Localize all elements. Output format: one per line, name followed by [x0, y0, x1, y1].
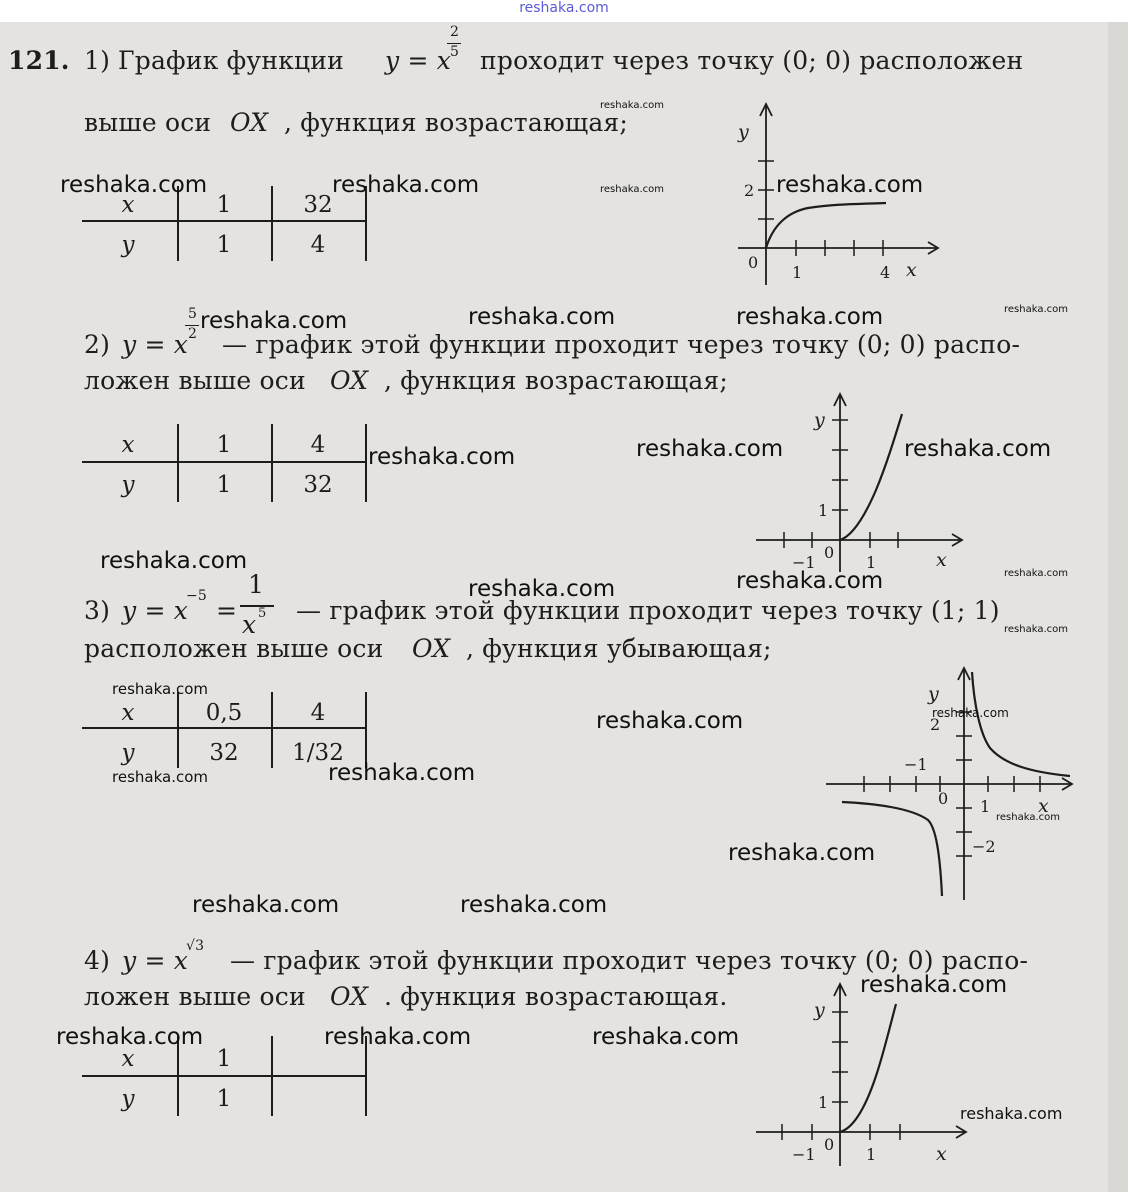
- p2-axis: OX: [330, 366, 369, 395]
- p2-line1-rest: — график этой функции проходит через точку (0; 0) распо-: [222, 330, 1021, 359]
- p2-table-y-1: 1: [216, 472, 232, 498]
- p2-graph-tick-neg1: −1: [792, 553, 816, 572]
- p3-frac-bar: [240, 605, 274, 607]
- p4-table-x-label: x: [121, 1046, 135, 1072]
- p1-line2-rest: , функция возрастающая;: [284, 108, 629, 137]
- watermark: reshaka.com: [1004, 624, 1068, 635]
- p3-graph-tick-neg2: −2: [972, 837, 996, 856]
- p1-table-y-label: y: [121, 232, 135, 258]
- watermark: reshaka.com: [112, 680, 208, 698]
- watermark: reshaka.com: [112, 768, 208, 786]
- p2-graph-origin: 0: [824, 543, 835, 562]
- p4-graph: [752, 980, 972, 1170]
- watermark: reshaka.com: [468, 304, 616, 330]
- p4-graph-y-axis-label: y: [814, 999, 825, 1021]
- p1-formula: y = x: [385, 46, 452, 75]
- watermark: reshaka.com: [60, 172, 208, 198]
- watermark: reshaka.com: [100, 548, 248, 574]
- p3-graph-tick-2: 2: [930, 715, 941, 734]
- p3-graph-x-axis-label: x: [1038, 795, 1049, 817]
- p1-graph-y-axis-label: y: [738, 121, 749, 143]
- p1-graph-tick-1: 1: [792, 263, 803, 282]
- p3-label: 3): [84, 596, 111, 625]
- p2-label: 2): [84, 330, 111, 359]
- p1-graph-x-axis-label: x: [906, 259, 917, 281]
- p1-exp-den: 5: [450, 44, 460, 60]
- p3-table-x-2: 4: [310, 700, 326, 726]
- p3-graph-tick-1: 1: [980, 797, 991, 816]
- p3-eq: =: [216, 596, 238, 625]
- watermark: reshaka.com: [860, 972, 1008, 998]
- p2-exp-num: 5: [188, 306, 198, 322]
- p2-exp-den: 2: [188, 326, 198, 342]
- p4-formula: y = x: [122, 946, 189, 975]
- watermark: reshaka.com: [460, 892, 608, 918]
- p4-line2-rest: . функция возрастающая.: [384, 982, 728, 1011]
- watermark: reshaka.com: [468, 576, 616, 602]
- p1-table-y-1: 1: [216, 232, 232, 258]
- p4-table-y-label: y: [121, 1086, 135, 1112]
- watermark: reshaka.com: [904, 436, 1052, 462]
- p3-line2-rest: , функция убывающая;: [466, 634, 772, 663]
- p1-graph-tick-4: 4: [880, 263, 891, 282]
- p2-graph-y-axis-label: y: [814, 409, 825, 431]
- p3-table-y-1: 32: [209, 740, 239, 766]
- p4-graph-origin: 0: [824, 1135, 835, 1154]
- watermark: reshaka.com: [776, 172, 924, 198]
- p3-table-x-label: x: [121, 700, 135, 726]
- watermark: reshaka.com: [600, 100, 664, 111]
- p3-table-x-1: 0,5: [205, 700, 243, 726]
- watermark: reshaka.com: [1004, 568, 1068, 579]
- watermark: reshaka.com: [332, 172, 480, 198]
- p1-graph-tick-2: 2: [744, 181, 755, 200]
- p2-graph-tick-y1: 1: [818, 501, 829, 520]
- watermark: reshaka.com: [996, 812, 1060, 823]
- p1-line1-rest: проходит через точку (0; 0) расположен: [480, 46, 1024, 75]
- header-watermark[interactable]: reshaka.com: [0, 0, 1128, 22]
- watermark: reshaka.com: [328, 760, 476, 786]
- watermark: reshaka.com: [932, 706, 1009, 720]
- p3-table-y-2: 1/32: [292, 740, 344, 766]
- p3-frac-num: 1: [248, 570, 265, 599]
- p1-table-x-label: x: [121, 192, 135, 218]
- p4-graph-tick-neg1: −1: [792, 1145, 816, 1164]
- p4-label: 4): [84, 946, 111, 975]
- p3-frac-den: x: [242, 610, 257, 639]
- p3-formula: y = x: [122, 596, 189, 625]
- p4-line1-rest: — график этой функции проходит через точку (0; 0) распо-: [230, 946, 1029, 975]
- p2-graph-tick-x1: 1: [866, 553, 877, 572]
- p1-graph-origin: 0: [748, 253, 759, 272]
- p1-line1: График функции: [118, 46, 345, 75]
- p4-table-y-1: 1: [216, 1086, 232, 1112]
- p1-label: 1): [84, 46, 111, 75]
- p2-line2-rest: , функция возрастающая;: [384, 366, 729, 395]
- p3-graph: [824, 664, 1084, 904]
- p3-graph-origin: 0: [938, 789, 949, 808]
- problem-number: 121.: [8, 46, 70, 75]
- watermark: reshaka.com: [56, 1024, 204, 1050]
- watermark: reshaka.com: [1004, 304, 1068, 315]
- watermark: reshaka.com: [200, 308, 348, 334]
- p2-table-x-2: 4: [310, 432, 326, 458]
- watermark: reshaka.com: [368, 444, 516, 470]
- p2-formula: y = x: [122, 330, 189, 359]
- p2-table-x-1: 1: [216, 432, 232, 458]
- p3-graph-y-axis-label: y: [928, 683, 939, 705]
- p3-graph-tick-neg1: −1: [904, 755, 928, 774]
- p2-line2: ложен выше оси: [84, 366, 306, 395]
- p1-exp-num: 2: [450, 24, 460, 40]
- p3-axis: OX: [412, 634, 451, 663]
- watermark: reshaka.com: [728, 840, 876, 866]
- p4-line2: ложен выше оси: [84, 982, 306, 1011]
- p3-frac-den-exp: 5: [258, 606, 267, 621]
- p3-table-y-label: y: [121, 740, 135, 766]
- p1-table-x-1: 1: [216, 192, 232, 218]
- p3-line2: расположен выше оси: [84, 634, 384, 663]
- p1-table-x-2: 32: [303, 192, 333, 218]
- p1-axis: OX: [230, 108, 269, 137]
- watermark: reshaka.com: [592, 1024, 740, 1050]
- p2-table-y-label: y: [121, 472, 135, 498]
- p3-exponent: −5: [186, 588, 208, 604]
- p1-line2: выше оси: [84, 108, 212, 137]
- p2-table-y-2: 32: [303, 472, 333, 498]
- watermark: reshaka.com: [960, 1104, 1063, 1123]
- p4-exponent: √3: [186, 938, 205, 954]
- p3-line1-rest: — график этой функции проходит через точку (1; 1): [296, 596, 1000, 625]
- watermark: reshaka.com: [636, 436, 784, 462]
- p4-table-x-1: 1: [216, 1046, 232, 1072]
- p1-table-y-2: 4: [310, 232, 326, 258]
- watermark: reshaka.com: [736, 568, 884, 594]
- p4-axis: OX: [330, 982, 369, 1011]
- watermark: reshaka.com: [192, 892, 340, 918]
- watermark: reshaka.com: [324, 1024, 472, 1050]
- watermark: reshaka.com: [736, 304, 884, 330]
- p4-graph-tick-y1: 1: [818, 1093, 829, 1112]
- watermark: reshaka.com: [600, 184, 664, 195]
- p2-graph: [752, 390, 972, 575]
- p4-graph-tick-x1: 1: [866, 1145, 877, 1164]
- p2-table-x-label: x: [121, 432, 135, 458]
- watermark: reshaka.com: [596, 708, 744, 734]
- p4-graph-x-axis-label: x: [936, 1143, 947, 1165]
- p2-graph-x-axis-label: x: [936, 549, 947, 571]
